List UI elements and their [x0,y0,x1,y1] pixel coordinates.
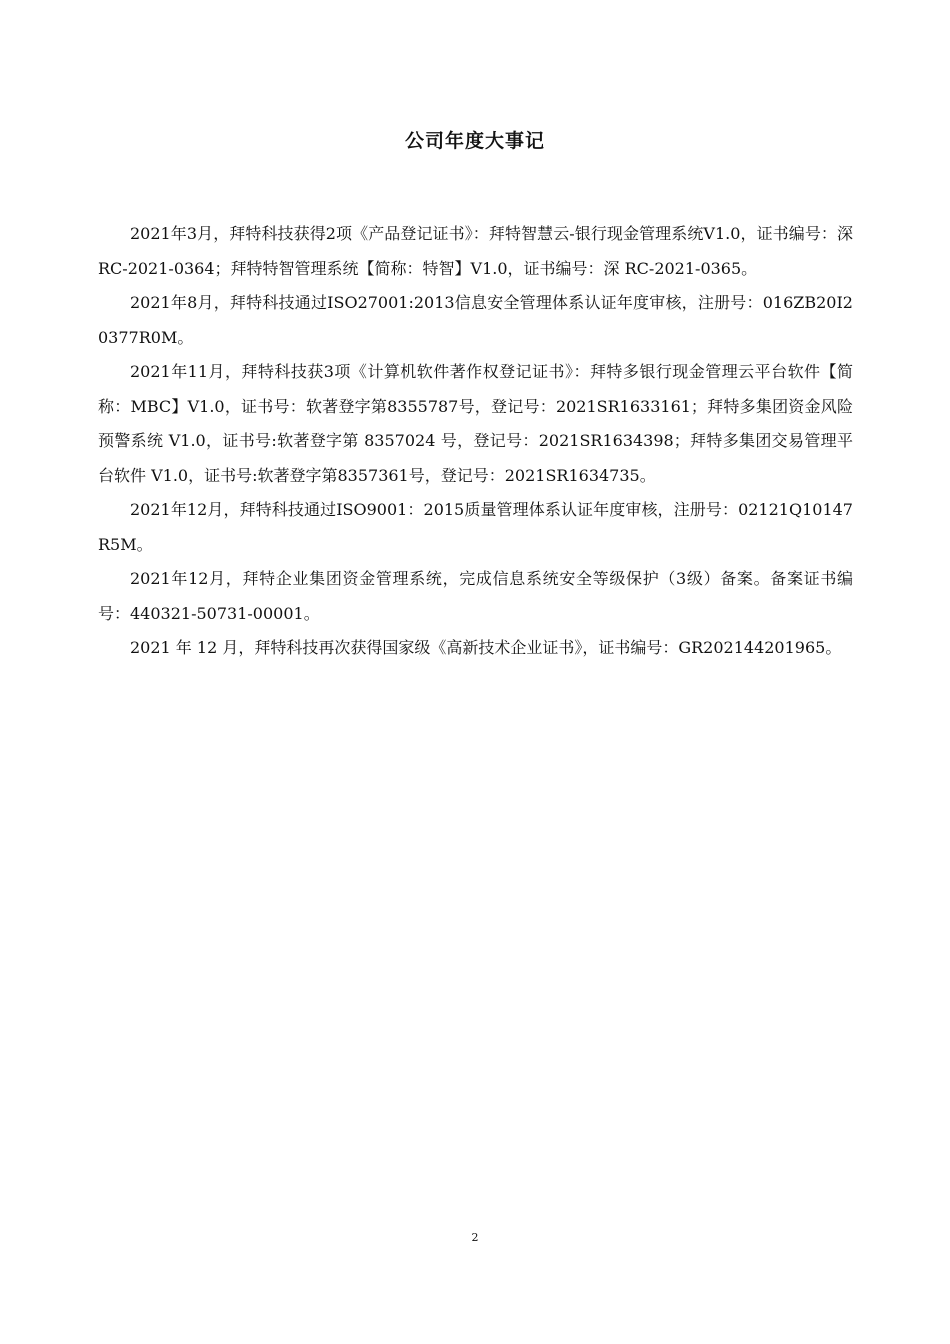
page-title: 公司年度大事记 [404,130,545,152]
document-body [98,217,853,666]
event-paragraph-5: 2021年12月，拜特企业集团资金管理系统，完成信息系统安全等级保护（3级）备案。备案证书编号：440321-50731-00001。 [98,569,853,623]
event-paragraph-2: 2021年8月，拜特科技通过ISO27001:2013信息安全管理体系认证年度审核，注册号：016ZB20I20377R0M。 [98,293,853,347]
page-number: 2 [471,1231,479,1244]
event-paragraph-6: 2021 年 12 月，拜特科技再次获得国家级《高新技术企业证书》，证书编号：GR202144201965。 [130,638,842,657]
event-paragraph-4: 2021年12月，拜特科技通过ISO9001：2015质量管理体系认证年度审核，注册号：02121Q10147R5M。 [98,500,853,554]
event-paragraph-1: 2021年3月，拜特科技获得2项《产品登记证书》：拜特智慧云-银行现金管理系统V1.0，证书编号：深 RC-2021-0364；拜特特智管理系统【简称：特智】V1.0，证书编号：深 RC-2021-0365。 [98,224,853,278]
event-paragraph-3: 2021年11月，拜特科技获3项《计算机软件著作权登记证书》：拜特多银行现金管理云平台软件【简称：MBC】V1.0，证书号：软著登字第8355787号，登记号：2021SR1633161；拜特多集团资金风险预警系统 V1.0，证书号:软著登字第 8357024 号，登记号：2021SR1634398；拜特多集团交易管理平台软件 V1.0，证书号:软著登字第8357361号，登记号：2021SR1634735。 [98,362,853,485]
